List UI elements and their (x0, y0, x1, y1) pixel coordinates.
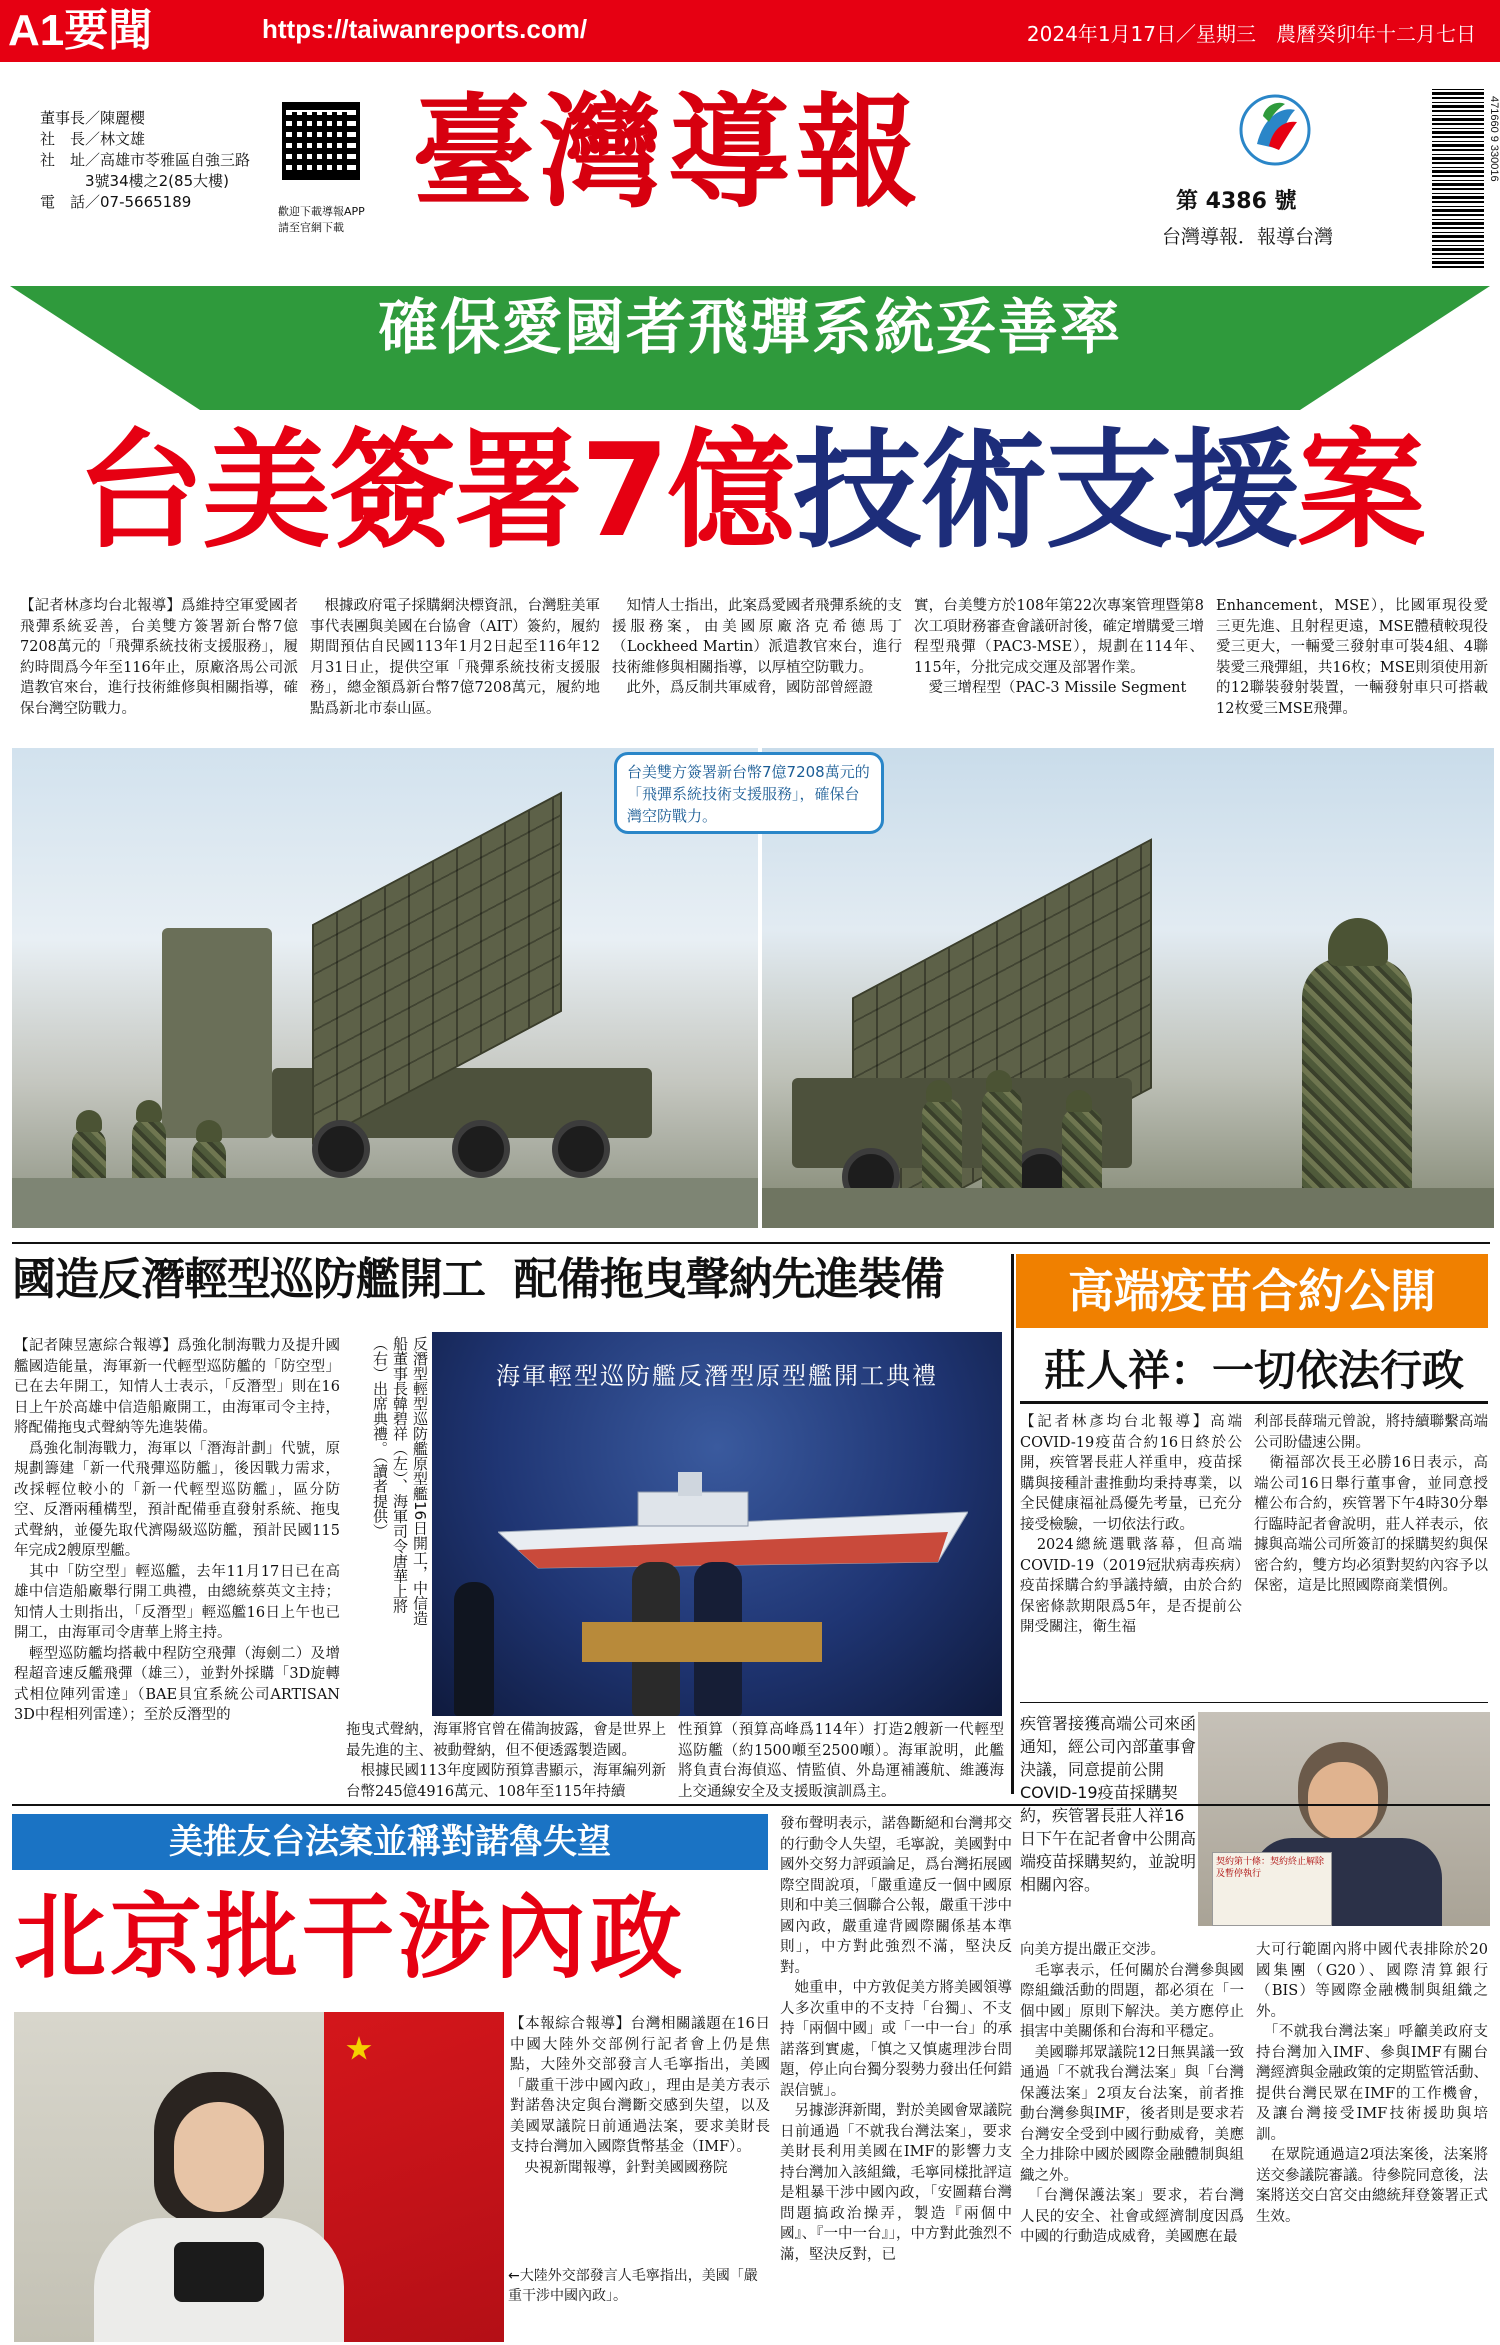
photo-callout: 台美雙方簽署新台幣7億7208萬元的「飛彈系統技術支援服務」，確保台灣空防戰力。 (614, 752, 884, 834)
staff-line: 電 話／07-5665189 (40, 193, 192, 211)
spokesperson-photo-caption: ←大陸外交部發言人毛寧指出，美國「嚴重干涉中國內政」。 (508, 2268, 758, 2304)
frigate-photo-title: 海軍輕型巡防艦反潛型原型艦開工典禮 (496, 1362, 938, 1390)
qr-code-icon[interactable] (282, 102, 360, 180)
beijing-headline: 北京批干涉內政 (14, 1884, 687, 1991)
section-divider (12, 1242, 1490, 1244)
site-url-link[interactable]: https://taiwanreports.com/ (262, 14, 588, 44)
beijing-banner: 美推友台法案並稱對諾魯失望 (12, 1814, 768, 1870)
frigate-headline (12, 1252, 1012, 1308)
issue-number: 第 4386 號 (1176, 189, 1297, 214)
newspaper-nameplate: 臺灣導報 (412, 80, 924, 224)
column-rule (1011, 1254, 1014, 1794)
vaccine-banner: 高端疫苗合約公開 (1016, 1254, 1488, 1328)
staff-box (40, 108, 280, 213)
frigate-ceremony-photo (432, 1332, 1002, 1716)
vaccine-press-photo (1198, 1712, 1490, 1926)
page-section-label: A1要聞 (8, 6, 153, 55)
beijing-column: 向美方提出嚴正交涉。 毛寧表示，任何關於台灣參與國際組織活動的問題，都必須在「一個中國」原則下解決。美方應停止損害中美關係和台海和平穩定。 美國聯邦眾議院12日無異議一致通過「不就我台灣法案」與「台灣保護法案」2項友台法案，前者推動台灣參與IMF，後者則是要求若台灣安全受到中國行動威脅，美應全力排除中國於國際金融體制與組織之外。 「台灣保護法案」要求，若台灣人民的安全、社會或經濟制度因爲中國的行動造成威脅，美國應在最 (1020, 1942, 1244, 2245)
vaccine-column: 利部長薛瑞元曾說，將持續聯繫高端公司盼儘速公開。 衛福部次長王必勝16日表示，高端公司16日舉行董事會，並同意授權公布合約，疾管署下午4時30分舉行臨時記者會說明，莊人祥表示，依據與高端公司所簽訂的採購契約與保密合約，雙方均必須對契約內容予以保密，這是比照國際商業慣例。 (1254, 1414, 1488, 1594)
vaccine-subhead: 莊人祥：一切依法行政 (1020, 1338, 1488, 1404)
qr-caption-line: 歡迎下載導報APP (278, 205, 365, 218)
vaccine-photo-caption: 疾管署接獲高端公司來函通知，經公司內部董事會決議，同意提前公開COVID-19疫苗採購契約，疾管署長莊人祥16日下午在記者會中公開高端疫苗採購契約，並說明相關內容。 (1020, 1714, 1197, 1894)
frigate-column: 【記者陳昱憲綜合報導】爲強化制海戰力及提升國艦國造能量，海軍新一代輕型巡防艦的「防空型」已在去年開工，知情人士表示，「反潛型」則在16日上午於高雄中信造船廠開工，由海軍司令主持，將配備拖曳式聲納等先進裝備。 爲強化制海戰力，海軍以「潛海計劃」代號，原規劃籌建「新一代飛彈巡防艦」，後因戰力需求，改採輕位較小的「新一代輕型巡防艦」，區分防空、反潛兩種構型，預計配備垂直發射系統、拖曳式聲納，並優先取代濟陽級巡防艦，預計民國115年完成2艘原型艦。 其中「防空型」輕巡艦，去年11月17日已在高雄中信造船廠舉行開工典禮，由總統蔡英文主持；知情人士則指出，「反潛型」輕巡艦16日上午也已開工，由海軍司令唐華上將主持。 輕型巡防艦均搭載中程防空飛彈（海劍二）及增程超音速反艦飛彈（雄三），並對外採購「3D旋轉式相位陣列雷達」（BAE貝宜系統公司ARTISAN 3D中程相列雷達）；至於反潛型的 (14, 1338, 340, 1723)
headline-red: 台美簽署7億 (76, 417, 794, 566)
headline-red-end: 案 (1297, 417, 1424, 566)
newspaper-logo-icon (1235, 88, 1315, 168)
beijing-column: 大可行範圍內將中國代表排除於20國集團（G20）、國際清算銀行（BIS）等國際金融機制與組織之外。 「不就我台灣法案」呼籲美政府支持台灣加入IMF、參與IMF有關台灣經濟與金融政策的定期監管活動、提供台灣民眾在IMF的工作機會，及讓台灣接受IMF技術援助與培訓。 在眾院通過這2項法案後，法案將送交參議院審議。待參院同意後，法案將送交白宮交由總統拜登簽署正式生效。 (1256, 1942, 1488, 2225)
frigate-column: 拖曳式聲納，海軍將官曾在備詢披露，會是世界上最先進的主、被動聲納，但不便透露製造國。 根據民國113年度國防預算書顯示，海軍編列新台幣245億4916萬元、108年至115年持續 (346, 1722, 666, 1800)
beijing-column: 發布聲明表示，諾魯斷絕和台灣邦交的行動令人失望，毛寧說，美國對中國外交努力評頭論足，爲台灣拓展國際空間說項，「嚴重違反一個中國原則和中美三個聯合公報，嚴重干涉中國內政，嚴重違背國際關係基本準則」，中方對此強烈不滿，堅決反對。 她重申，中方敦促美方將美國領導人多次重申的不支持「台獨」、不支持「兩個中國」或「一中一台」的承諾落到實處，「慎之又慎處理涉台問題，停止向台獨分裂勢力發出任何錯誤信號」。 另據澎湃新聞，對於美國會眾議院日前通過「不就我台灣法案」，要求美財長利用美國在IMF的影響力支持台灣加入該組織，毛寧同樣批評這是粗暴干涉中國內政，「安圖藉台灣問題搞政治操弄，製造『兩個中國』、『一中一台』」，中方對此強烈不滿，堅決反對，已 (780, 1816, 1012, 2263)
staff-line: 社 長／林文雄 (40, 130, 146, 148)
slogan: 台灣導報．報導台灣 (1162, 226, 1334, 248)
kicker: 確保愛國者飛彈系統妥善率 (378, 293, 1122, 363)
qr-caption (278, 204, 378, 236)
section-divider (1020, 1702, 1488, 1703)
issue-date: 2024年1月17日／星期三 農曆癸卯年十二月七日 (1026, 22, 1476, 46)
frigate-headline-part2: 配備拖曳聲納先進裝備 (513, 1254, 944, 1305)
qr-caption-line: 請至官網下載 (278, 221, 344, 234)
frigate-headline-part1: 國造反潛輕型巡防艦開工 (12, 1254, 485, 1305)
frigate-photo-caption: 反潛型輕型巡防艦原型艦16日開工，中信造船董事長韓碧祥（左）、海軍司令唐華上將（右）出席典禮。（讀者提供） (371, 1336, 429, 1626)
barcode-icon (1432, 88, 1484, 268)
article-column: Enhancement，MSE），比國軍現役愛三更先進、且射程更遠，MSE體積較現役愛三更大，一輛愛三發射車可裝4組、4聯裝愛三飛彈組，共16枚；MSE則須使用新的12聯裝發射裝置，一輛發射車只可搭載12枚愛三MSE飛彈。 (1216, 598, 1488, 717)
section-divider (12, 1804, 1490, 1806)
spokesperson-photo (14, 2012, 504, 2342)
staff-line: 社 址／高雄市苓雅區自強三路 (40, 151, 251, 169)
article-column: 實，台美雙方於108年第22次專案管理暨第8次工項財務審查會議研討後，確定增購愛三增程型飛彈（PAC3-MSE），規劃在114年、115年，分批完成交運及部署作業。 愛三增程型（PAC-3 Missile Segment (914, 598, 1204, 696)
vaccine-column: 【記者林彥均台北報導】高端COVID-19疫苗合約16日終於公開，疾管署長莊人祥重申，疫苗採購與接種計畫推動均秉持專業，以全民健康福祉爲優先考量，已充分接受檢驗，一切依法行政。 2024總統選戰落幕，但高端COVID-19（2019冠狀病毒疾病）疫苗採購合約爭議持續，由於合約保密條款期限爲5年，是否提前公開受關注，衛生福 (1020, 1414, 1242, 1635)
headline-blue: 技術支援 (793, 417, 1298, 566)
article-column: 根據政府電子採購網決標資訊，台灣駐美軍事代表團與美國在台協會（AIT）簽約，履約期間預估自民國113年1月2日起至116年12月31日止，提供空軍「飛彈系統技術支援服務」，總金額爲新台幣7億7208萬元，履約地點爲新北市泰山區。 (310, 598, 600, 717)
frigate-column: 性預算（預算高峰爲114年）打造2艘新一代輕型巡防艦（約1500噸至2500噸）。海軍說明，此艦將負責台海偵巡、情監偵、外島運補護航、維護海上交通線安全及支援販演訓爲主。 (678, 1722, 1004, 1800)
article-column: 知情人士指出，此案爲愛國者飛彈系統的支援服務案，由美國原廠洛克希德馬丁（Lockheed Martin）派遣教官來台，進行技術維修與相關指導，以厚植空防戰力。 此外，爲反制共軍威脅，國防部曾經證 (612, 598, 902, 696)
staff-line: 董事長／陳麗櫻 (40, 109, 146, 127)
beijing-column: 【本報綜合報導】台灣相關議題在16日中國大陸外交部例行記者會上仍是焦點，大陸外交部發言人毛寧指出，美國「嚴重干涉中國內政」，理由是美方表示對諾魯決定與台灣斷交感到失望，以及美國眾議院日前通過法案，要求美財長支持台灣加入國際貨幣基金（IMF）。 央視新聞報導，針對美國國務院 (510, 2016, 770, 2176)
staff-line: 3號34樓之2(85大樓) (40, 172, 229, 190)
contract-sign: 契約第十條：契約終止解除及暫停執行 (1212, 1852, 1332, 1926)
main-headline (0, 412, 1500, 572)
article-column: 【記者林彥均台北報導】爲維持空軍愛國者飛彈系統妥善，台美雙方簽署新台幣7億7208萬元的「飛彈系統技術支援服務」，履約時間爲今年至116年止，原廠洛馬公司派遣教官來台，進行技術維修與相關指導，確保台灣空防戰力。 (20, 598, 298, 717)
barcode-digits: 471660 9 330016 (1488, 96, 1500, 182)
